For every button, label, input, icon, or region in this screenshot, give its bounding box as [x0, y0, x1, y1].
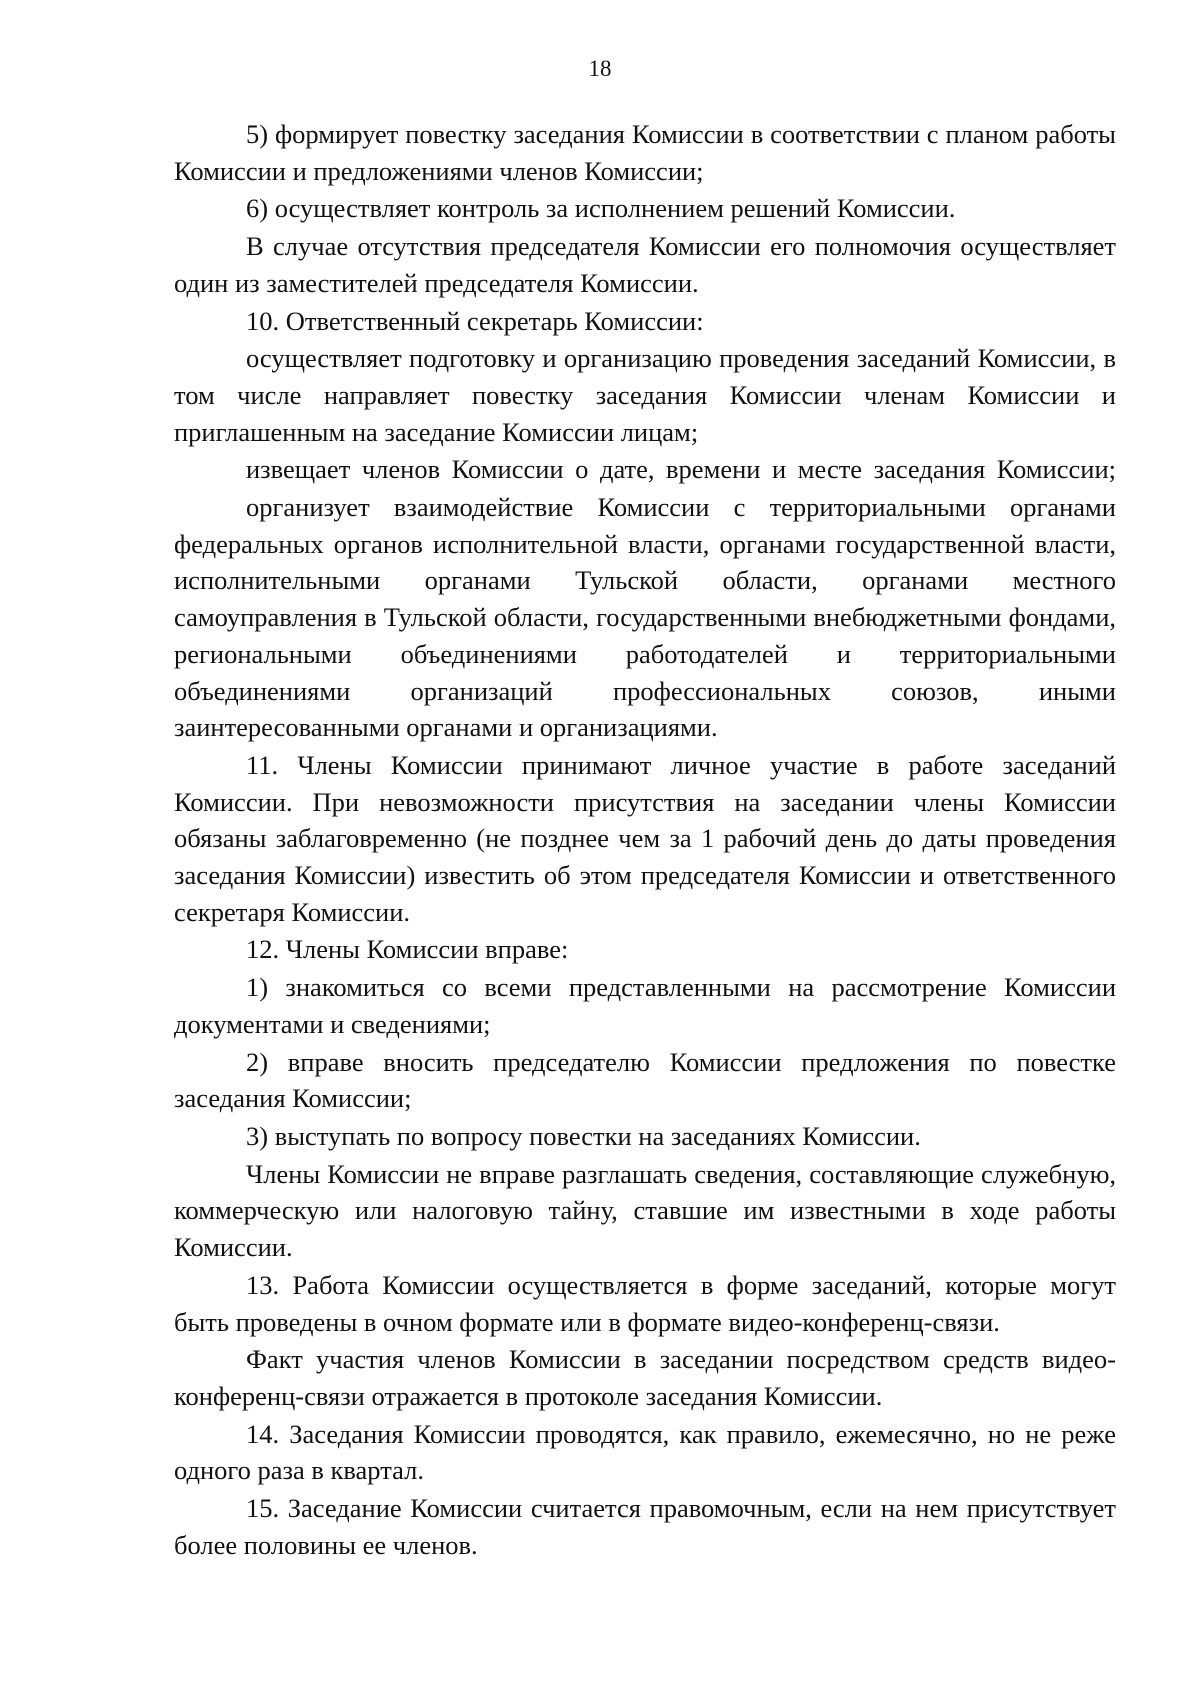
paragraph-section-10: 10. Ответственный секретарь Комиссии: — [246, 305, 704, 336]
paragraph-secretary-prepares: осуществляет подготовку и организацию проведения заседаний Комиссии, в том числе направляет повестку заседания Комиссии членам Комиссии и приглашенным на заседание Комиссии лицам; — [174, 343, 1116, 447]
paragraph-section-13: 13. Работа Комиссии осуществляется в форме заседаний, которые могут быть проведены в очном формате или в формате видео-конференц-связи. — [174, 1269, 1116, 1337]
paragraph-right-2: 2) вправе вносить председателю Комиссии предложения по повестке заседания Комиссии; — [174, 1046, 1116, 1114]
paragraph-secretary-coordinates: организует взаимодействие Комиссии с территориальными органами федеральных органов исполнительной власти, органами государственной власти, исполнительными органами Тульской области, органами местного самоуправления в Тульской области, государственными внебюджетными фондами, региональными объединениями работодателей и территориальными объединениями организаций профессиональных союзов, иными заинтересованными органами и организациями. — [174, 492, 1116, 743]
paragraph-section-11: 11. Члены Комиссии принимают личное участие в работе заседаний Комиссии. При невозможности присутствия на заседании члены Комиссии обязаны заблаговременно (не позднее чем за 1 рабочий день до даты проведения заседания Комиссии) известить об этом председателя Комиссии и ответственного секретаря Комиссии. — [174, 749, 1116, 927]
paragraph-section-15: 15. Заседание Комиссии считается правомочным, если на нем присутствует более половины ее членов. — [174, 1493, 1116, 1560]
paragraph-item-6: 6) осуществляет контроль за исполнением решений Комиссии. — [246, 193, 956, 224]
paragraph-item-5: 5) формирует повестку заседания Комиссии в соответствии с планом работы Комиссии и предложениями членов Комиссии; — [174, 119, 1116, 186]
page-number: 18 — [588, 56, 612, 81]
document-body — [174, 116, 1116, 1564]
paragraph-secretary-notifies: извещает членов Комиссии о дате, времени и месте заседания Комиссии; — [246, 454, 1116, 485]
paragraph-section-12: 12. Члены Комиссии вправе: — [246, 934, 569, 965]
paragraph-right-3: 3) выступать по вопросу повестки на заседаниях Комиссии. — [246, 1120, 921, 1151]
paragraph-section-14: 14. Заседания Комиссии проводятся, как правило, ежемесячно, но не реже одного раза в квартал. — [174, 1418, 1116, 1486]
paragraph-videoconference: Факт участия членов Комиссии в заседании посредством средств видео-конференц-связи отражается в протоколе заседания Комиссии. — [174, 1344, 1116, 1411]
paragraph-right-1: 1) знакомиться со всеми представленными на рассмотрение Комиссии документами и сведениями; — [174, 972, 1116, 1039]
paragraph-deputy-clause: В случае отсутствия председателя Комиссии его полномочия осуществляет один из заместителей председателя Комиссии. — [174, 231, 1116, 298]
paragraph-confidentiality: Члены Комиссии не вправе разглашать сведения, составляющие служебную, коммерческую или налоговую тайну, ставшие им известными в ходе работы Комиссии. — [174, 1158, 1116, 1263]
